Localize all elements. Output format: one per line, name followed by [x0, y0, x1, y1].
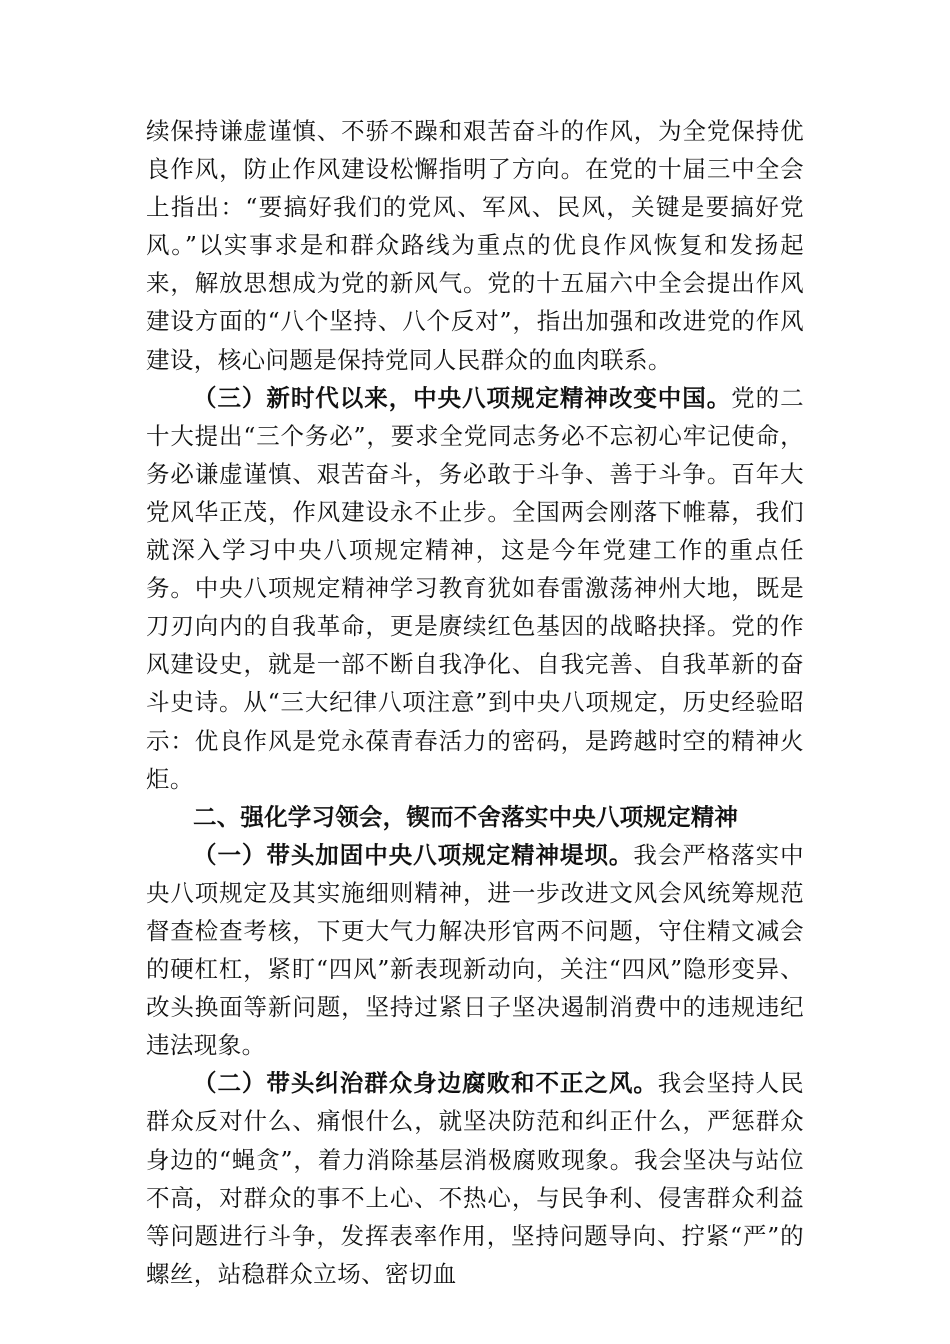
paragraph-embankment-lead: （一）带头加固中央八项规定精神堤坝。: [193, 840, 634, 869]
paragraph-embankment: [146, 836, 804, 1065]
paragraph-new-era-body: 党的二十大提出“三个务必”，要求全党同志务必不忘初心牢记使命，务必谦虚谨慎、艰苦奋斗，务必敢于斗争、善于斗争。百年大党风华正茂，作风建设永不止步。全国两会刚落下帷幕，我们就深入学习中央八项规定精神，这是今年党建工作的重点任务。中央八项规定精神学习教育犹如春雷激荡神州大地，既是刀刃向内的自我革命，更是赓续红色基因的战略抉择。党的作风建设史，就是一部不断自我净化、自我完善、自我革新的奋斗史诗。从“三大纪律八项注意”到中央八项规定，历史经验昭示：优良作风是党永葆青春活力的密码，是跨越时空的精神火炬。: [146, 383, 804, 793]
paragraph-embankment-body: 我会严格落实中央八项规定及其实施细则精神，进一步改进文风会风统筹规范督查检查考核，下更大气力解决形官两不问题，守住精文减会的硬杠杠，紧盯“四风”新表现新动向，关注“四风”隐形变异、改头换面等新问题，坚持过紧日子坚决遏制消费中的违规违纪违法现象。: [146, 840, 804, 1060]
paragraph-corruption-lead: （二）带头纠治群众身边腐败和不正之风。: [193, 1069, 658, 1098]
document-body: [146, 112, 804, 1293]
paragraph-corruption: [146, 1064, 804, 1293]
paragraph-corruption-body: 我会坚持人民群众反对什么、痛恨什么，就坚决防范和纠正什么，严惩群众身边的“蝇贪”，着力消除基层消极腐败现象。我会坚决与站位不高，对群众的事不上心、不热心，与民争利、侵害群众利益等问题进行斗争，发挥表率作用，坚持问题导向、拧紧“严”的螺丝，站稳群众立场、密切血: [146, 1069, 804, 1288]
paragraph-history-review: 续保持谦虚谨慎、不骄不躁和艰苦奋斗的作风，为全党保持优良作风，防止作风建设松懈指明了方向。在党的十届三中全会上指出：“要搞好我们的党风、军风、民风，关键是要搞好党风。”以实事求是和群众路线为重点的优良作风恢复和发扬起来，解放思想成为党的新风气。党的十五届六中全会提出作风建设方面的“八个坚持、八个反对”，指出加强和改进党的作风建设，核心问题是保持党同人民群众的血肉联系。: [146, 117, 804, 374]
section-heading-two: 二、强化学习领会，锲而不舍落实中央八项规定精神: [193, 802, 739, 831]
paragraph-new-era: [146, 379, 804, 798]
paragraph-new-era-lead: （三）新时代以来，中央八项规定精神改变中国。: [193, 383, 732, 412]
